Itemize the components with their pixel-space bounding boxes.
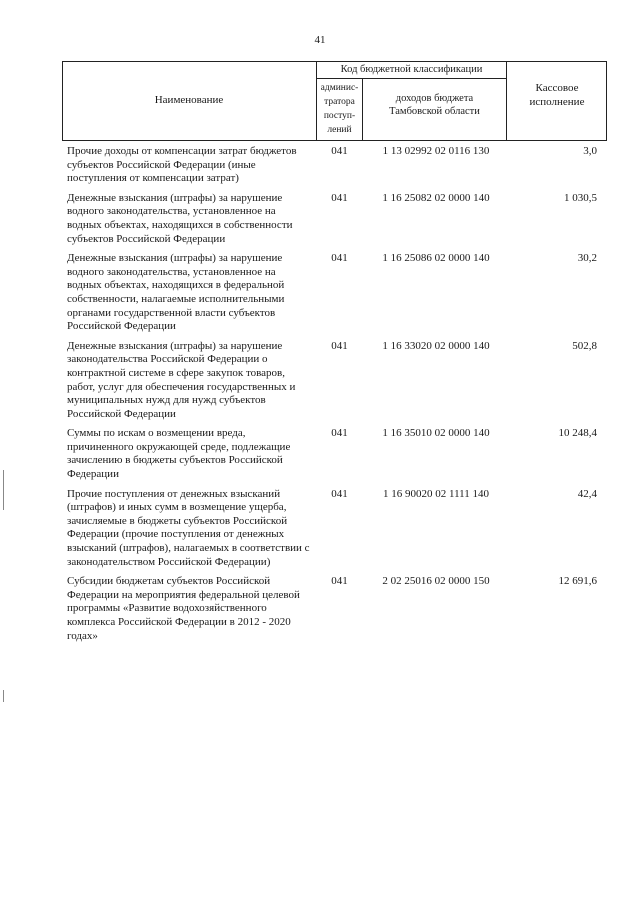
table-row (62, 192, 607, 246)
row-admin-code: 041 (331, 575, 348, 588)
header-income: доходов бюджета Тамбовской области (389, 93, 480, 117)
row-budget-code: 1 16 35010 02 0000 140 (382, 427, 490, 440)
table-row (62, 575, 607, 643)
row-budget-code: 1 16 25082 02 0000 140 (382, 191, 490, 204)
row-budget-code: 1 13 02992 02 0116 130 (382, 145, 490, 157)
page-number: 41 (314, 34, 326, 46)
row-name: Прочие поступления от денежных взысканий (штрафов) и иных сумм в возмещение ущерба, зачисляемые в бюджеты субъектов Российской Федерации (прочие поступления от денежных взысканий (штрафов), налагаемых в соответствии с законодательством Российской Федерации) (67, 487, 310, 568)
row-name: Денежные взыскания (штрафы) за нарушение водного законодательства, установленное на водных объектах, находящихся в собственности субъектов Российской Федерации (67, 191, 293, 245)
table-row (62, 340, 607, 422)
header-bottom-border (62, 140, 607, 141)
header-budget-code: Код бюджетной классификации (340, 64, 483, 75)
table-row (62, 488, 607, 570)
table-header (62, 61, 607, 141)
row-admin-code: 041 (331, 252, 348, 265)
row-admin-code: 041 (331, 427, 348, 440)
row-amount: 42,4 (577, 487, 597, 500)
scan-margin-mark (3, 690, 4, 702)
row-admin-code: 041 (331, 145, 348, 157)
row-budget-code: 1 16 90020 02 1111 140 (382, 487, 490, 500)
header-subdivider (316, 78, 506, 79)
row-budget-code: 1 16 25086 02 0000 140 (382, 252, 490, 265)
row-name: Денежные взыскания (штрафы) за нарушение водного законодательства, установленное на водных объектах, находящихся в федеральной собственности, налагаемые исполнительными органами государственной власти субъектов Российской Федерации (67, 252, 285, 333)
header-name: Наименование (154, 94, 224, 106)
row-name: Денежные взыскания (штрафы) за нарушение законодательства Российской Федерации о контрактной системе в сфере закупок товаров, работ, услуг для обеспечения государственных и муниципальных нужд для нужд субъектов Российской Федерации (67, 339, 296, 420)
scan-margin-mark (3, 470, 4, 510)
header-execution: Кассовое исполнение (529, 82, 585, 108)
header-top-border (62, 61, 607, 62)
row-amount: 30,2 (577, 252, 597, 265)
row-name: Прочие доходы от компенсации затрат бюджетов субъектов Российской Федерации (иные поступления от компенсации затрат) (67, 145, 297, 185)
row-budget-code: 1 16 33020 02 0000 140 (382, 339, 490, 352)
row-budget-code: 2 02 25016 02 0000 150 (382, 575, 490, 588)
row-admin-code: 041 (331, 339, 348, 352)
table-row (62, 427, 607, 481)
row-amount: 12 691,6 (558, 575, 597, 588)
table-row (62, 252, 607, 334)
row-amount: 502,8 (572, 339, 597, 352)
row-amount: 10 248,4 (558, 427, 597, 440)
row-name: Суммы по искам о возмещении вреда, причиненного окружающей среде, подлежащие зачислению в бюджеты субъектов Российской Федерации (67, 427, 291, 481)
row-admin-code: 041 (331, 191, 348, 204)
row-amount: 1 030,5 (564, 191, 597, 204)
row-name: Субсидии бюджетам субъектов Российской Федерации на мероприятия федеральной целевой программы «Развитие водохозяйственного комплекса Российской Федерации в 2012 - 2020 годах» (67, 575, 300, 642)
row-amount: 3,0 (583, 145, 597, 157)
table-row (62, 145, 607, 186)
row-admin-code: 041 (331, 487, 348, 500)
header-admin: админис- тратора поступ- лений (320, 83, 359, 135)
table-body (62, 145, 607, 649)
